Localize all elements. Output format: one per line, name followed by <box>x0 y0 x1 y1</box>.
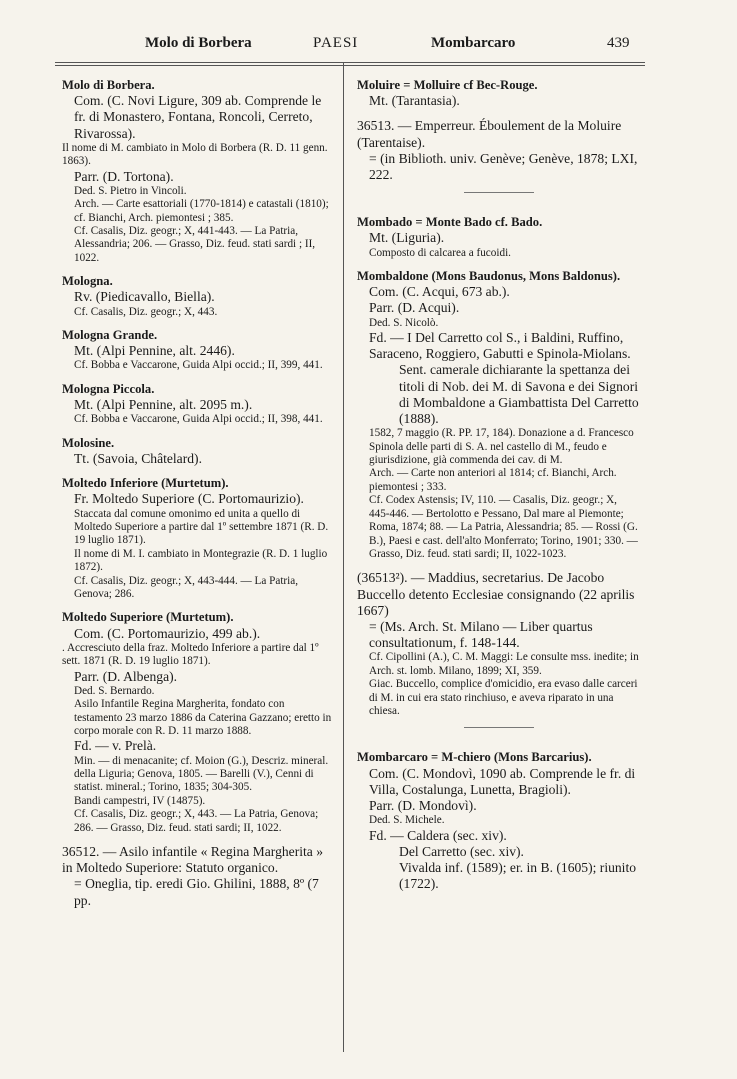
entry-line: Giac. Buccello, complice d'omicidio, era evaso dalle carceri di M. in cui era stato rinchiuso, e aveva riparato in una chiesa. <box>369 678 638 717</box>
entry-line: Fr. Moltedo Superiore (C. Portomaurizio). <box>74 491 304 507</box>
entry-line: Del Carretto (sec. xiv). <box>399 843 524 859</box>
header-left-title: Molo di Borbera <box>145 35 252 51</box>
entry-title: Mombaldone (Mons Baudonus, Mons Baldonus). <box>357 269 621 284</box>
entry-line: Tt. (Savoia, Châtelard). <box>74 450 202 466</box>
entry-line: Cf. Casalis, Diz. geogr.; X, 443. — La Patria, Genova; 286. — Grasso, Diz. feud. stati sardi; II, 1022. <box>74 808 319 834</box>
entry-line: Cf. Casalis, Diz. geogr.; X, 443. <box>74 305 218 318</box>
header-right-title: Mombarcaro <box>431 35 516 51</box>
entry-line: = Oneglia, tip. eredi Gio. Ghilini, 1888, 8º (7 pp. <box>74 876 319 908</box>
entry-line: Cf. Cipollini (A.), C. M. Maggi: Le consulte mss. inedite; in Arch. st. lomb. Milano, 1899; XI, 359. <box>369 651 639 677</box>
dictionary-entry <box>357 570 640 718</box>
entry-line: Mt. (Alpi Pennine, alt. 2446). <box>74 343 235 359</box>
entry-line: Composto di calcarea a fucoidi. <box>369 246 511 259</box>
entry-line: Cf. Casalis, Diz. geogr.; X, 443-444. — La Patria, Genova; 286. <box>74 574 299 600</box>
entry-line: 36512. — Asilo infantile « Regina Margherita » in Moltedo Superiore: Statuto organico. <box>62 844 324 876</box>
entry-line: Ded. S. Pietro in Vincoli. <box>74 184 187 197</box>
entry-line: = (in Biblioth. univ. Genève; Genève, 1878; LXI, 222. <box>369 150 638 183</box>
section-separator <box>464 727 534 728</box>
entry-line: = (Ms. Arch. St. Milano — Liber quartus consultationum, f. 148-144. <box>369 618 593 651</box>
entry-line: 36513. — Emperreur. Éboulement de la Moluire (Tarentaise). <box>357 118 622 150</box>
entry-line: Vivalda inf. (1589); er. in B. (1605); riunito (1722). <box>399 860 637 892</box>
entry-line: Parr. (D. Albenga). <box>74 668 178 684</box>
entry-line: (36513²). — Maddius, secretarius. De Jacobo Buccello detento Ecclesiae consignando (22 aprilis 1667) <box>357 570 635 618</box>
entry-line: Mt. (Alpi Pennine, alt. 2095 m.). <box>74 397 253 413</box>
entry-line: Com. (C. Portomaurizio, 499 ab.). <box>74 625 261 641</box>
dictionary-entry <box>357 215 640 260</box>
dictionary-entry <box>62 436 334 467</box>
entry-line: Il nome di M. I. cambiato in Montegrazie (R. D. 1 luglio 1872). <box>74 547 328 574</box>
header-rule <box>55 65 645 66</box>
entry-line: 1582, 7 maggio (R. PP. 17, 184). Donazione a d. Francesco Spinola delle parti di S. A. nel castello di M., feudo e giurisdizione, già commenda dei cav. di M. <box>369 427 634 467</box>
entry-line: Ded. S. Nicolò. <box>369 316 439 329</box>
dictionary-entry <box>62 382 334 427</box>
entry-line: Com. (C. Mondovì, 1090 ab. Comprende le fr. di Villa, Costalunga, Lunetta, Bragioli). <box>369 765 636 797</box>
entry-title: Moluire = Molluire cf Bec-Rouge. <box>357 78 538 92</box>
entry-line: . Accresciuto della fraz. Moltedo Inferiore a partire dal 1º sett. 1871 (R. D. 19 luglio 1871). <box>62 641 319 668</box>
entry-line: Cf. Bobba e Vaccarone, Guida Alpi occid.; II, 399, 441. <box>74 359 323 372</box>
entry-line: Fd. — v. Prelà. <box>74 738 157 754</box>
entry-line: Ded. S. Bernardo. <box>74 684 155 697</box>
entry-line: Rv. (Piedicavallo, Biella). <box>74 289 215 305</box>
entry-title: Mologna Grande. <box>62 328 158 343</box>
entry-title: Mologna. <box>62 274 113 289</box>
entry-line: Parr. (D. Tortona). <box>74 168 174 184</box>
entry-title: Molo di Borbera. <box>62 78 155 92</box>
dictionary-entry <box>62 274 334 319</box>
column-divider <box>343 62 344 1052</box>
entry-line: Ded. S. Michele. <box>369 814 445 827</box>
entry-line: Parr. (D. Mondovì). <box>369 797 477 813</box>
right-column <box>357 78 640 901</box>
entry-line: Parr. (D. Acqui). <box>369 300 460 316</box>
entry-line: Arch. — Carte esattoriali (1770-1814) e catastali (1810); cf. Bianchi, Arch. piemontesi ; 385. <box>74 198 329 224</box>
entry-title: Mombado = Monte Bado cf. Bado. <box>357 215 543 230</box>
entry-line: Com. (C. Novi Ligure, 309 ab. Comprende le fr. di Monastero, Fontana, Roncoli, Cerreto, Rivarossa). <box>74 93 322 141</box>
page-number: 439 <box>607 35 630 51</box>
entry-line: Staccata dal comune omonimo ed unita a quello di Moltedo Superiore a partire dal 1º settembre 1871 (R. D. 19 luglio 1871). <box>74 507 329 547</box>
entry-line: Sent. camerale dichiarante la spettanza dei titoli di Nob. dei M. di Savona e dei Signori di Mombaldone a Giambattista Del Carretto (1888). <box>399 362 639 427</box>
dictionary-entry <box>62 610 334 835</box>
header-rule <box>55 62 645 63</box>
entry-title: Moltedo Superiore (Murtetum). <box>62 610 234 625</box>
entry-line: Mt. (Liguria). <box>369 230 445 246</box>
entry-line: Cf. Bobba e Vaccarone, Guida Alpi occid.; II, 398, 441. <box>74 413 323 426</box>
entry-line: Com. (C. Acqui, 673 ab.). <box>369 284 510 300</box>
section-separator <box>464 192 534 193</box>
dictionary-entry <box>62 78 334 265</box>
dictionary-entry <box>357 750 640 892</box>
entry-title: Molosine. <box>62 435 115 450</box>
dictionary-entry <box>62 844 334 909</box>
dictionary-entry <box>62 476 334 601</box>
page-header <box>55 35 645 57</box>
entry-line: Mt. (Tarantasia). <box>369 93 460 109</box>
dictionary-entry <box>357 78 640 109</box>
left-column <box>62 78 334 918</box>
entry-line: Fd. — I Del Carretto col S., i Baldini, Ruffino, Saraceno, Roggiero, Gabutti e Spinola-Miolans. <box>369 330 631 362</box>
entry-line: Il nome di M. cambiato in Molo di Borbera (R. D. 11 genn. 1863). <box>62 141 328 168</box>
entry-line: Bandi campestri, IV (14875). <box>74 794 206 807</box>
entry-title: Moltedo Inferiore (Murtetum). <box>62 476 229 491</box>
entry-line: Fd. — Caldera (sec. xiv). <box>369 827 507 843</box>
entry-line: Cf. Codex Astensis; IV, 110. — Casalis, Diz. geogr.; X, 445-446. — Bertolotto e Pessano, Dal mare al Piemonte; Roma, 1874; 88. — La Patria, Alessandria; 85. — Rossi (G. B.), Paesi e cast. dell'alto Monferrato; Torino, 1901; 330. — Grasso, Diz. feud. stati sardi; II, 1022-1023. <box>369 494 638 560</box>
header-center-title: PAESI <box>313 35 359 51</box>
entry-title: Mologna Piccola. <box>62 381 155 396</box>
dictionary-entry <box>62 328 334 373</box>
dictionary-entry <box>357 118 640 183</box>
entry-title: Mombarcaro = M-chiero (Mons Barcarius). <box>357 750 592 765</box>
entry-line: Asilo Infantile Regina Margherita, fondato con testamento 23 marzo 1886 da Caterina Gazzano; eretto in corpo morale con R. D. 11 marzo 1888. <box>74 698 332 737</box>
entry-line: Arch. — Carte non anteriori al 1814; cf. Bianchi, Arch. piemontesi ; 333. <box>369 467 617 493</box>
entry-line: Min. — di menacanite; cf. Moion (G.), Descriz. mineral. della Liguria; Genova, 1805. — Barelli (V.), Cenni di statist. mineral.; Torino, 1835; 304-305. <box>74 754 329 794</box>
entry-line: Cf. Casalis, Diz. geogr.; X, 441-443. — La Patria, Alessandria; 206. — Grasso, Diz. feud. stati sardi ; II, 1022. <box>74 225 316 264</box>
dictionary-entry <box>357 269 640 561</box>
